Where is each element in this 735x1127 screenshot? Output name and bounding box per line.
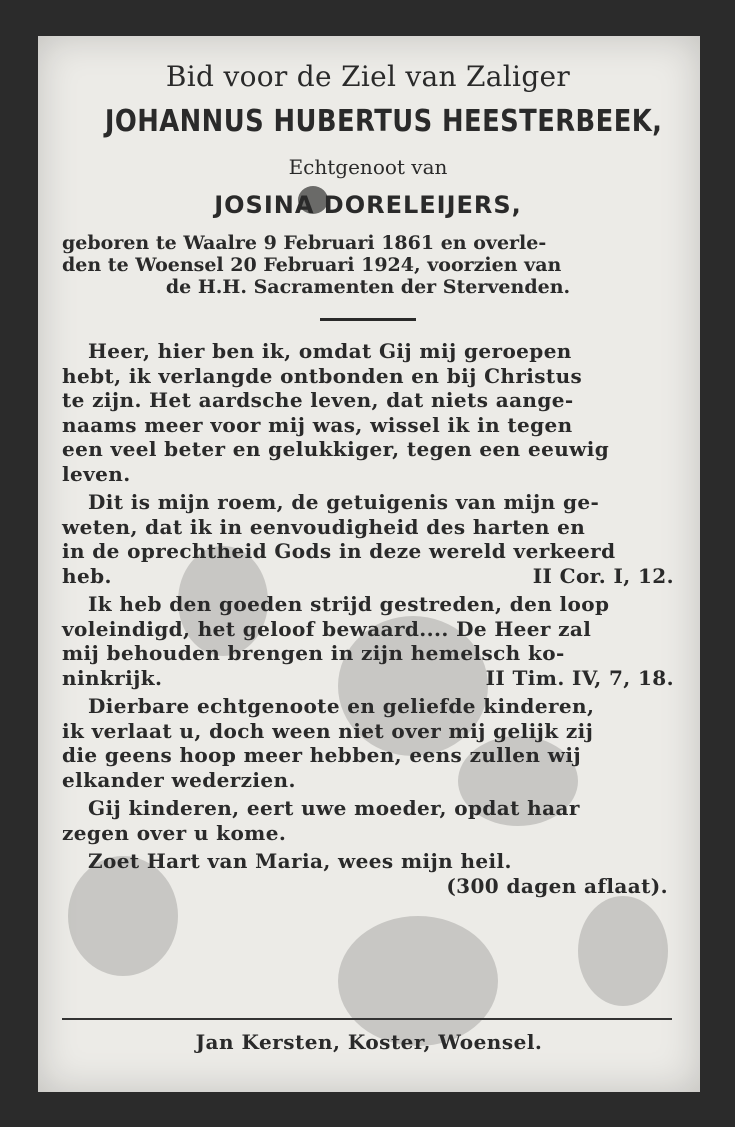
intro-line: den te Woensel 20 Februari 1924, voorzien van [62, 254, 562, 276]
spouse-label: Echtgenoot van [288, 155, 448, 179]
paragraph-2 [62, 490, 674, 588]
scripture-reference: II Cor. I, 12. [532, 563, 674, 588]
paragraph-3 [62, 592, 674, 690]
text-line: Dit is mijn roem, de getuigenis van mijn ge- [88, 490, 600, 514]
text-line: weten, dat ik in eenvoudigheid des harten en [62, 514, 586, 539]
text-line: mij behouden brengen in zijn hemelsch ko- [62, 641, 565, 665]
text-line: Dierbare echtgenoote en geliefde kinderen, [88, 694, 595, 718]
text-line: leven. [62, 461, 131, 486]
text-line: Ik heb den goeden strijd gestreden, den loop [88, 592, 610, 616]
intro-line: geboren te Waalre 9 Februari 1861 en overle- [62, 232, 547, 254]
text-line [62, 666, 674, 691]
scripture-reference: II Tim. IV, 7, 18. [485, 665, 674, 690]
text-line: een veel beter en gelukkiger, tegen een eeuwig [62, 437, 610, 461]
paragraph-5 [62, 796, 674, 845]
text-line: Gij kinderen, eert uwe moeder, opdat haar [88, 796, 580, 820]
text-end: ninkrijk. [62, 665, 163, 690]
text-line: in de oprechtheid Gods in deze wereld verkeerd [62, 539, 616, 563]
text-line: te zijn. Het aardsche leven, dat niets aange- [62, 388, 574, 412]
text-line: Zoet Hart van Maria, wees mijn heil. [88, 849, 512, 873]
text-end: heb. [62, 563, 112, 588]
indulgence-note: (300 dagen aflaat). [446, 873, 668, 898]
text-line: hebt, ik verlangde ontbonden en bij Christus [62, 363, 583, 388]
text-line [62, 564, 674, 589]
deceased-name: JOHANNUS HUBERTUS HEESTERBEEK, [104, 104, 663, 139]
text-line: ik verlaat u, doch ween niet over mij gelijk zij [62, 718, 594, 743]
text-line: voleindigd, het geloof bewaard.... De Heer zal [62, 616, 592, 641]
prayer-heading: Bid voor de Ziel van Zaliger [165, 60, 571, 93]
text-line: die geens hoop meer hebben, eens zullen wij [62, 743, 581, 767]
bottom-rule [62, 1018, 672, 1020]
text-line: naams meer voor mij was, wissel ik in tegen [62, 412, 573, 437]
paragraph-1 [62, 339, 674, 486]
text-line: zegen over u kome. [62, 820, 287, 845]
paragraph-6 [62, 849, 674, 898]
birth-death-details [62, 232, 674, 298]
text-line: Heer, hier ben ik, omdat Gij mij geroepen [88, 339, 572, 363]
spouse-name: JOSINA DORELEIJERS, [214, 191, 522, 219]
separator [320, 318, 416, 321]
card-text [62, 60, 674, 902]
intro-line: de H.H. Sacramenten der Stervenden. [165, 276, 571, 298]
printer-credit: Jan Kersten, Koster, Woensel. [195, 1030, 543, 1054]
text-line: elkander wederzien. [62, 767, 296, 792]
paragraph-4 [62, 694, 674, 792]
